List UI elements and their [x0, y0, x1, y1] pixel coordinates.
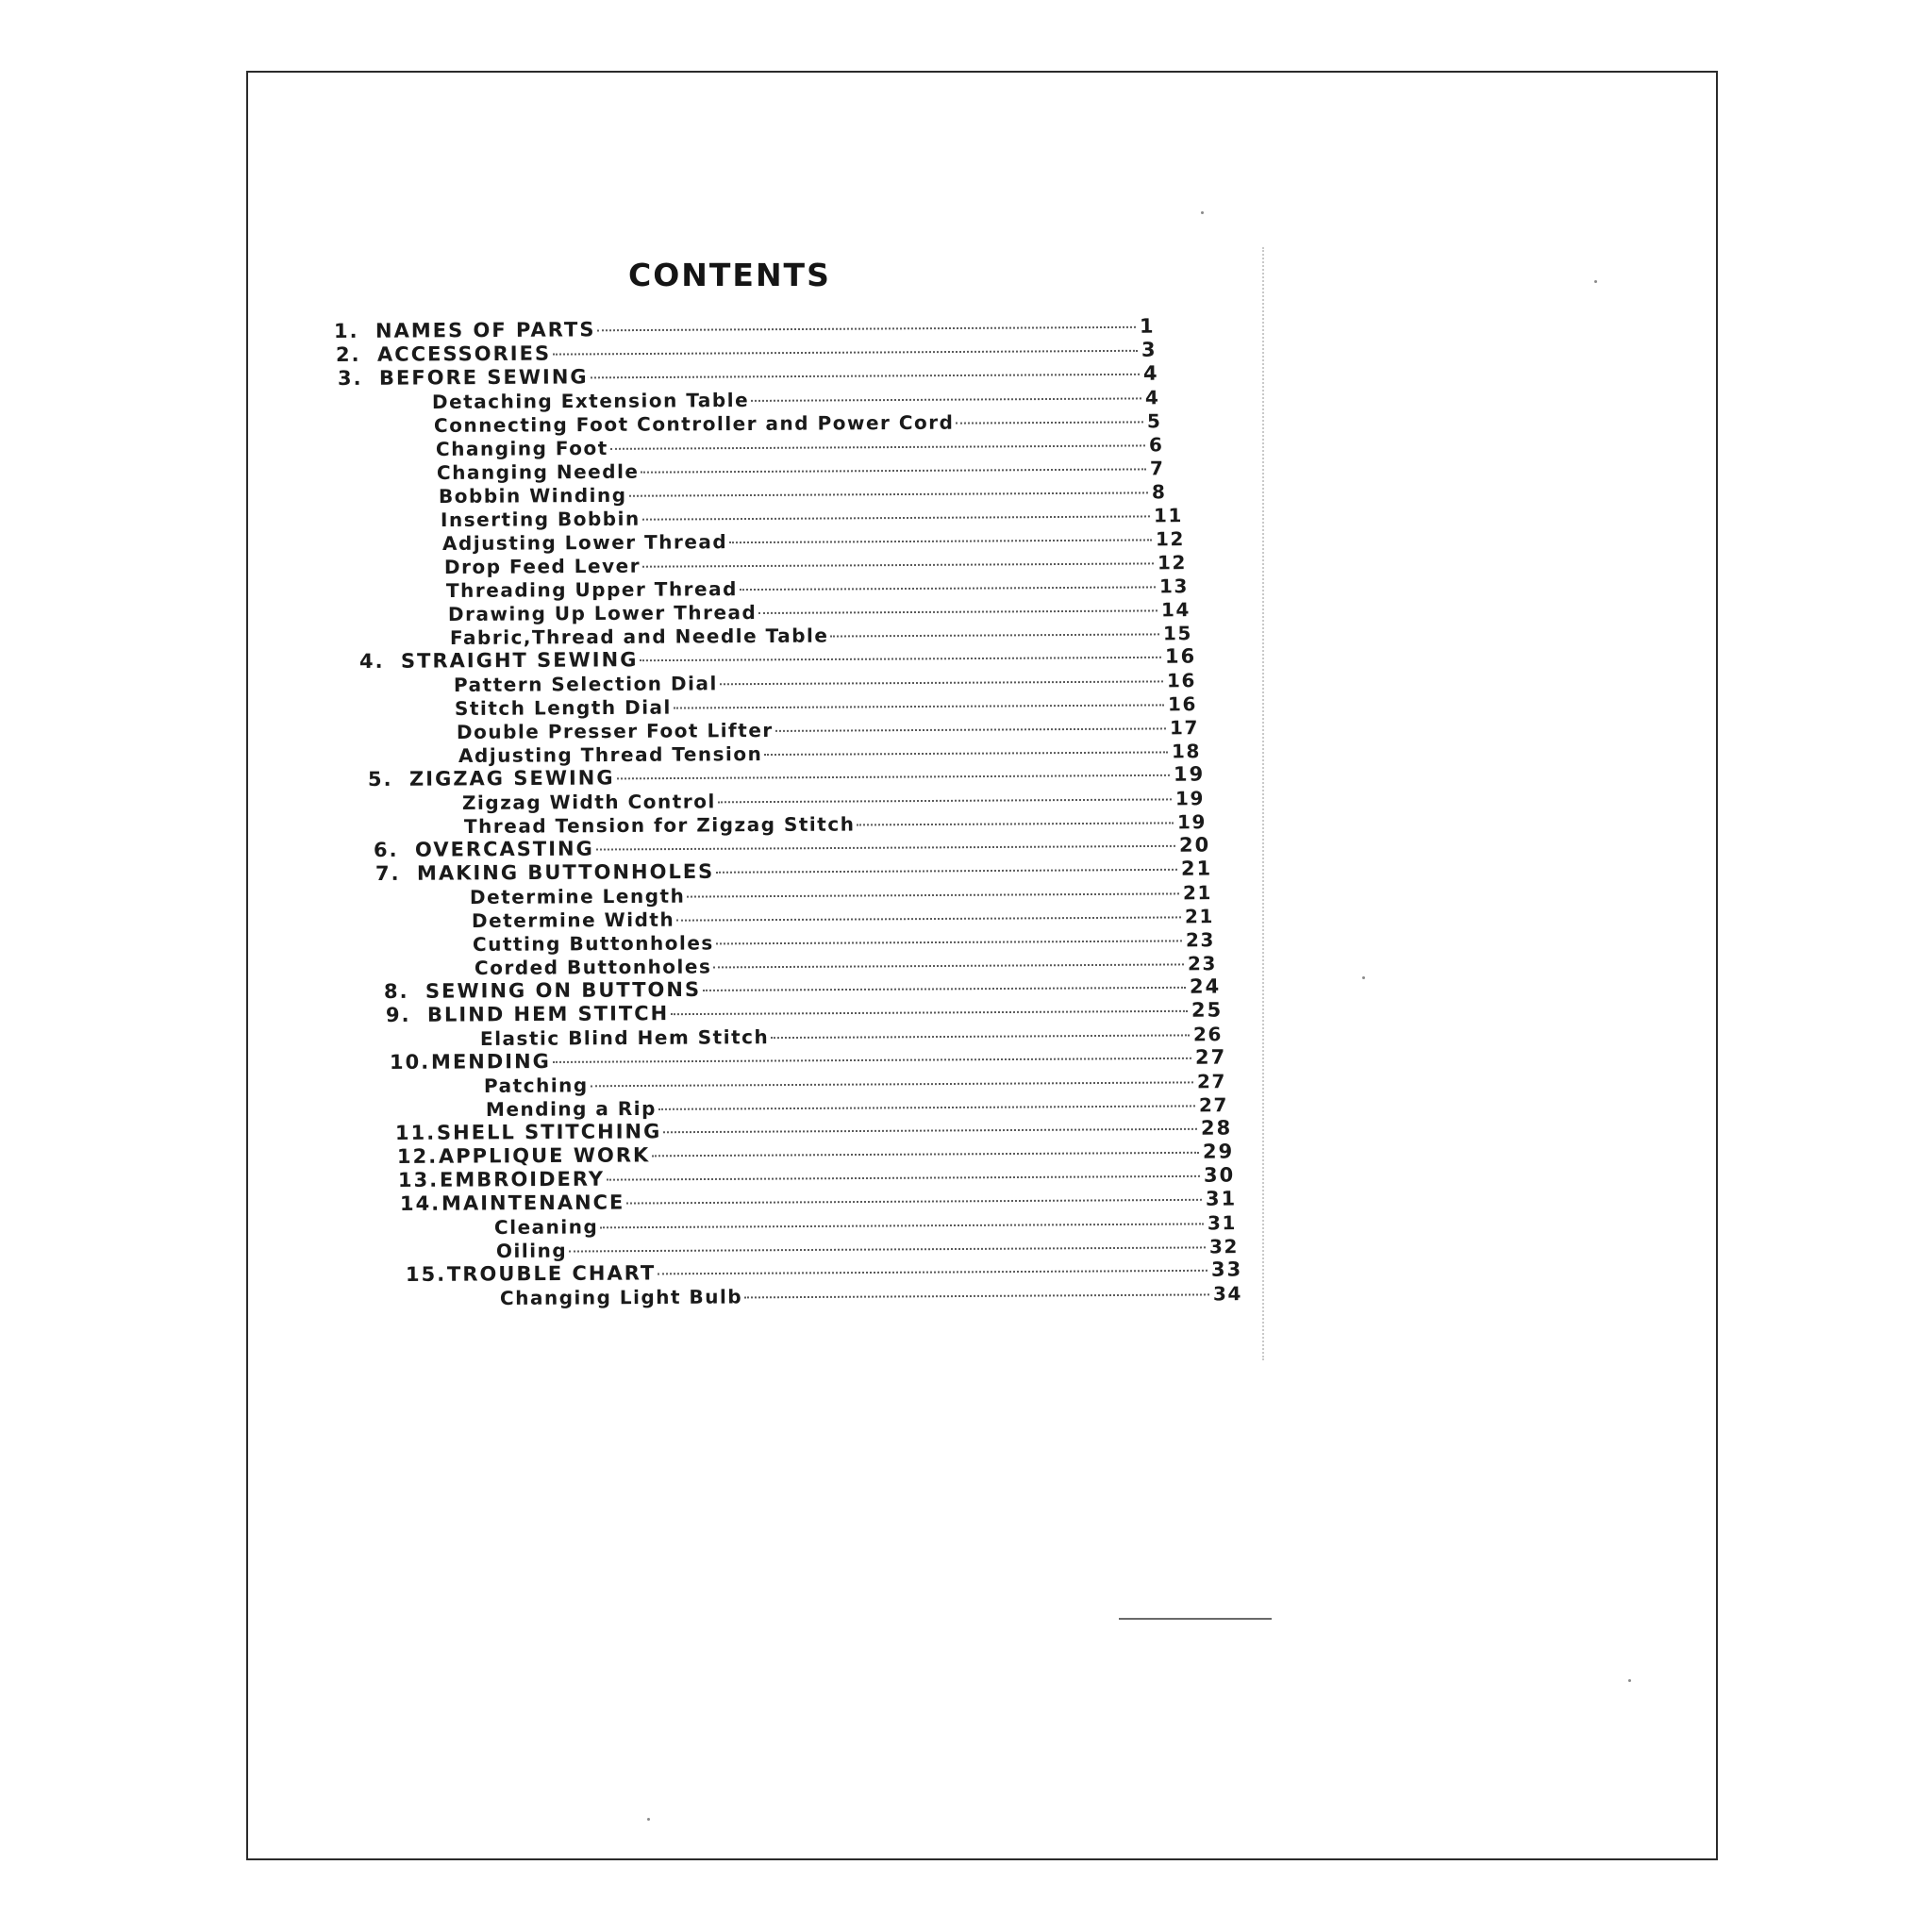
toc-entry-label: [442, 531, 727, 554]
toc-page-number: 16: [1168, 692, 1198, 716]
toc-page-number: 6: [1148, 433, 1163, 457]
dot-leader: [607, 1175, 1200, 1181]
toc-entry-number: 7.: [375, 861, 401, 885]
toc-page-number: 26: [1192, 1023, 1223, 1046]
toc-entry-label: [375, 861, 714, 884]
toc-entry-text: SEWING ON BUTTONS: [425, 977, 702, 1003]
toc-entry-text: Fabric,Thread and Needle Table: [449, 624, 829, 649]
dot-leader: [553, 1058, 1191, 1063]
toc-entry-label: [434, 412, 955, 436]
dot-leader: [758, 609, 1158, 614]
toc-entry-label: [432, 390, 749, 412]
toc-entry-text: Detaching Extension Table: [431, 388, 749, 413]
toc-entry-text: Changing Needle: [437, 459, 640, 484]
toc-page-number: 17: [1170, 716, 1200, 740]
toc-entry-text: Changing Light Bulb: [499, 1285, 743, 1309]
toc-page-number: 34: [1212, 1282, 1242, 1306]
dot-leader: [642, 515, 1150, 520]
toc-entry-text: Double Presser Foot Lifter: [457, 718, 774, 743]
toc-entry-text: Drop Feed Lever: [443, 554, 641, 578]
toc-entry-label: [446, 578, 738, 601]
toc-page-number: 12: [1157, 551, 1187, 575]
scan-speck: [1201, 211, 1204, 214]
toc-entry-text: Corded Buttonholes: [475, 955, 712, 979]
dot-leader: [771, 1034, 1190, 1039]
toc-page-number: 21: [1180, 857, 1212, 880]
toc-page-number: 31: [1206, 1187, 1238, 1210]
toc-page-number: 27: [1198, 1093, 1228, 1117]
page-title: CONTENTS: [628, 257, 831, 293]
toc-entry-label: [374, 839, 594, 860]
toc-entry-text: Zigzag Width Control: [461, 790, 716, 814]
dot-leader: [676, 916, 1181, 921]
dot-leader: [956, 421, 1143, 424]
toc-entry-label: [444, 556, 641, 577]
toc-entry-text: BLIND HEM STITCH: [427, 1002, 670, 1026]
toc-entry-text: TROUBLE CHART: [446, 1261, 657, 1286]
toc-entry-label: [368, 767, 615, 790]
toc-entry-label: [390, 1051, 551, 1073]
toc-entry-label: [437, 461, 640, 483]
toc-entry-number: 6.: [373, 838, 399, 861]
toc-entry-number: 12.: [396, 1144, 438, 1168]
toc-entry-text: ACCESSORIES: [376, 341, 552, 366]
toc-page-number: 5: [1146, 409, 1162, 433]
toc-page-number: 27: [1196, 1070, 1226, 1093]
toc-page-number: 16: [1166, 669, 1196, 692]
toc-page-number: 28: [1200, 1116, 1232, 1140]
dot-leader: [600, 1223, 1204, 1228]
toc-entry-label: [496, 1241, 567, 1261]
toc-entry-label: [486, 1098, 657, 1120]
toc-page-number: 19: [1176, 810, 1207, 834]
dot-leader: [597, 326, 1136, 331]
dot-leader: [744, 1293, 1209, 1298]
toc-entry-text: Oiling: [496, 1239, 568, 1262]
dot-leader: [658, 1270, 1208, 1275]
toc-page-number: 12: [1156, 527, 1185, 551]
toc-page-number: 18: [1172, 740, 1202, 763]
toc-entry-text: Elastic Blind Hem Stitch: [479, 1025, 770, 1050]
toc-page-number: 20: [1178, 833, 1211, 857]
toc-entry-label: [441, 508, 641, 530]
toc-entry-label: [471, 909, 674, 931]
toc-entry-label: [439, 485, 627, 507]
scan-speck: [1594, 280, 1597, 283]
toc-page-number: 32: [1209, 1235, 1239, 1258]
toc-entry-label: [395, 1121, 661, 1143]
toc-entry-text: Pattern Selection Dial: [453, 672, 718, 696]
toc-page-number: 19: [1174, 762, 1206, 786]
toc-entry-text: MENDING: [430, 1049, 551, 1074]
toc-page-number: 7: [1150, 457, 1165, 480]
toc-page-number: 16: [1164, 644, 1196, 668]
toc-entry-number: 8.: [384, 979, 409, 1003]
scan-speck: [1362, 976, 1365, 979]
toc-entry-text: APPLIQUE WORK: [438, 1143, 650, 1168]
toc-entry-label: [396, 1144, 649, 1167]
toc-entry-label: [464, 813, 856, 837]
toc-page-number: 23: [1186, 928, 1216, 952]
dot-leader: [716, 869, 1177, 874]
toc-entry-text: EMBROIDERY: [440, 1167, 606, 1191]
toc-entry-number: 4.: [358, 649, 385, 673]
toc-entry-label: [336, 343, 551, 365]
dot-leader: [729, 539, 1152, 543]
toc-page-number: 19: [1174, 787, 1205, 810]
toc-entry-text: Patching: [483, 1074, 589, 1097]
toc-entry-number: 11.: [394, 1121, 436, 1144]
toc-entry-label: [500, 1286, 742, 1308]
dot-leader: [553, 350, 1138, 356]
toc-entry-label: [359, 649, 639, 672]
toc-entry-label: [398, 1169, 605, 1191]
toc-page-number: 1: [1139, 314, 1156, 338]
toc-entry-text: Mending a Rip: [485, 1096, 657, 1121]
toc-entry-text: Adjusting Thread Tension: [458, 742, 763, 767]
toc-entry-text: Thread Tension for Zigzag Stitch: [463, 812, 856, 838]
toc-page-number: 4: [1142, 361, 1159, 385]
toc-entry-label: [480, 1026, 769, 1049]
toc-entry-text: NAMES OF PARTS: [375, 318, 596, 342]
dot-leader: [740, 586, 1156, 591]
toc-entry-label: [473, 932, 714, 955]
toc-entry-number: 3.: [337, 366, 363, 390]
dot-leader: [596, 845, 1175, 851]
toc-entry-number: 13.: [398, 1168, 440, 1191]
toc-entry-text: Stitch Length Dial: [455, 695, 673, 720]
toc-entry-label: [453, 673, 717, 695]
dot-leader: [640, 657, 1161, 661]
scan-rule-artifact: [1119, 1618, 1272, 1620]
dot-leader: [751, 397, 1141, 402]
dot-leader: [652, 1152, 1199, 1158]
toc-entry-text: OVERCASTING: [414, 837, 594, 861]
toc-entry-label: [435, 438, 608, 459]
toc-entry-text: MAKING BUTTONHOLES: [416, 859, 715, 885]
toc-entry-label: [470, 886, 685, 908]
toc-entry-label: [406, 1262, 656, 1285]
toc-page-number: 30: [1204, 1163, 1236, 1187]
toc-entry-text: Cleaning: [494, 1215, 599, 1239]
toc-entry-text: STRAIGHT SEWING: [400, 648, 639, 673]
dot-leader: [674, 704, 1164, 708]
toc-entry-number: 14.: [400, 1191, 441, 1215]
toc-page-number: 15: [1162, 622, 1192, 645]
dot-leader: [716, 940, 1182, 944]
toc-page-number: 29: [1202, 1140, 1234, 1163]
toc-entry-text: Determine Width: [471, 908, 675, 932]
dot-leader: [830, 633, 1159, 637]
toc-entry-number: 15.: [405, 1262, 447, 1286]
toc-entry-text: Changing Foot: [435, 436, 608, 460]
toc-page-number: 21: [1182, 881, 1212, 905]
toc-entry-label: [458, 743, 762, 766]
toc-entry-number: 2.: [335, 342, 361, 366]
toc-entry-number: 5.: [368, 767, 393, 791]
toc-entry-label: [334, 319, 596, 341]
toc-entry-label: [484, 1074, 589, 1096]
toc-page-number: 24: [1190, 974, 1222, 998]
toc-entry-text: Connecting Foot Controller and Power Cord: [433, 410, 955, 437]
toc-entry-number: 10.: [389, 1050, 431, 1074]
toc-entry-label: [448, 602, 757, 625]
dot-leader: [687, 892, 1179, 897]
toc-entry-text: ZIGZAG SEWING: [409, 766, 615, 791]
toc-page-number: 3: [1141, 338, 1158, 361]
toc-entry-text: Bobbin Winding: [439, 483, 627, 508]
toc-entry-label: [338, 366, 589, 389]
scan-speck: [647, 1818, 650, 1821]
dot-leader: [775, 727, 1166, 732]
toc-page-number: 31: [1208, 1211, 1238, 1235]
dot-leader: [718, 798, 1172, 803]
dot-leader: [569, 1246, 1206, 1252]
toc-entry-text: Threading Upper Thread: [445, 577, 738, 602]
dot-leader: [627, 1199, 1203, 1205]
dot-leader: [765, 751, 1169, 756]
dot-leader: [609, 444, 1144, 449]
toc-entry-label: [457, 720, 774, 742]
toc-page-number: 14: [1160, 598, 1191, 622]
toc-entry-text: Cutting Buttonholes: [473, 931, 715, 956]
dot-leader: [590, 1081, 1192, 1087]
toc-entry-label: [400, 1192, 625, 1214]
toc-entry-label: [494, 1216, 598, 1238]
toc-entry-text: BEFORE SEWING: [378, 365, 589, 390]
toc-entry-label: [455, 697, 672, 719]
dot-leader: [658, 1105, 1195, 1109]
dot-leader: [617, 774, 1170, 780]
toc-entry-text: Inserting Bobbin: [441, 507, 641, 531]
toc-entry-number: 9.: [386, 1003, 411, 1026]
toc-entry-label: [384, 979, 701, 1002]
dot-leader: [857, 822, 1174, 825]
toc-entry-label: [386, 1003, 669, 1025]
toc-page-number: 8: [1152, 480, 1167, 504]
dot-leader: [671, 1010, 1188, 1015]
toc-page-number: 11: [1154, 504, 1184, 527]
dot-leader: [663, 1128, 1197, 1133]
toc-entry-text: SHELL STITCHING: [436, 1120, 661, 1144]
toc-entry-text: Adjusting Lower Thread: [442, 530, 728, 555]
toc-entry-text: MAINTENANCE: [441, 1191, 625, 1215]
toc-page-number: 27: [1194, 1045, 1227, 1069]
dot-leader: [719, 680, 1162, 685]
toc-entry-label: [450, 625, 829, 648]
toc-page-number: 4: [1144, 386, 1160, 409]
dot-leader: [641, 468, 1147, 473]
toc-entry-label: [475, 956, 711, 978]
scan-edge-artifact: [1262, 247, 1266, 1360]
toc-page-number: 23: [1188, 952, 1218, 975]
scan-speck: [1628, 1679, 1631, 1682]
toc-page-number: 13: [1158, 575, 1189, 598]
dot-leader: [629, 491, 1148, 496]
toc-entry-number: 1.: [333, 319, 359, 342]
dot-leader: [642, 562, 1154, 567]
toc-page-number: 25: [1191, 998, 1224, 1022]
toc-entry-label: [462, 791, 716, 813]
toc-page-number: 33: [1210, 1257, 1243, 1281]
toc-page-number: 21: [1184, 905, 1214, 928]
dot-leader: [714, 963, 1185, 968]
toc-entry-text: Determine Length: [469, 884, 685, 908]
toc-entry-text: Drawing Up Lower Thread: [447, 601, 758, 625]
dot-leader: [703, 987, 1186, 991]
dot-leader: [590, 374, 1139, 379]
